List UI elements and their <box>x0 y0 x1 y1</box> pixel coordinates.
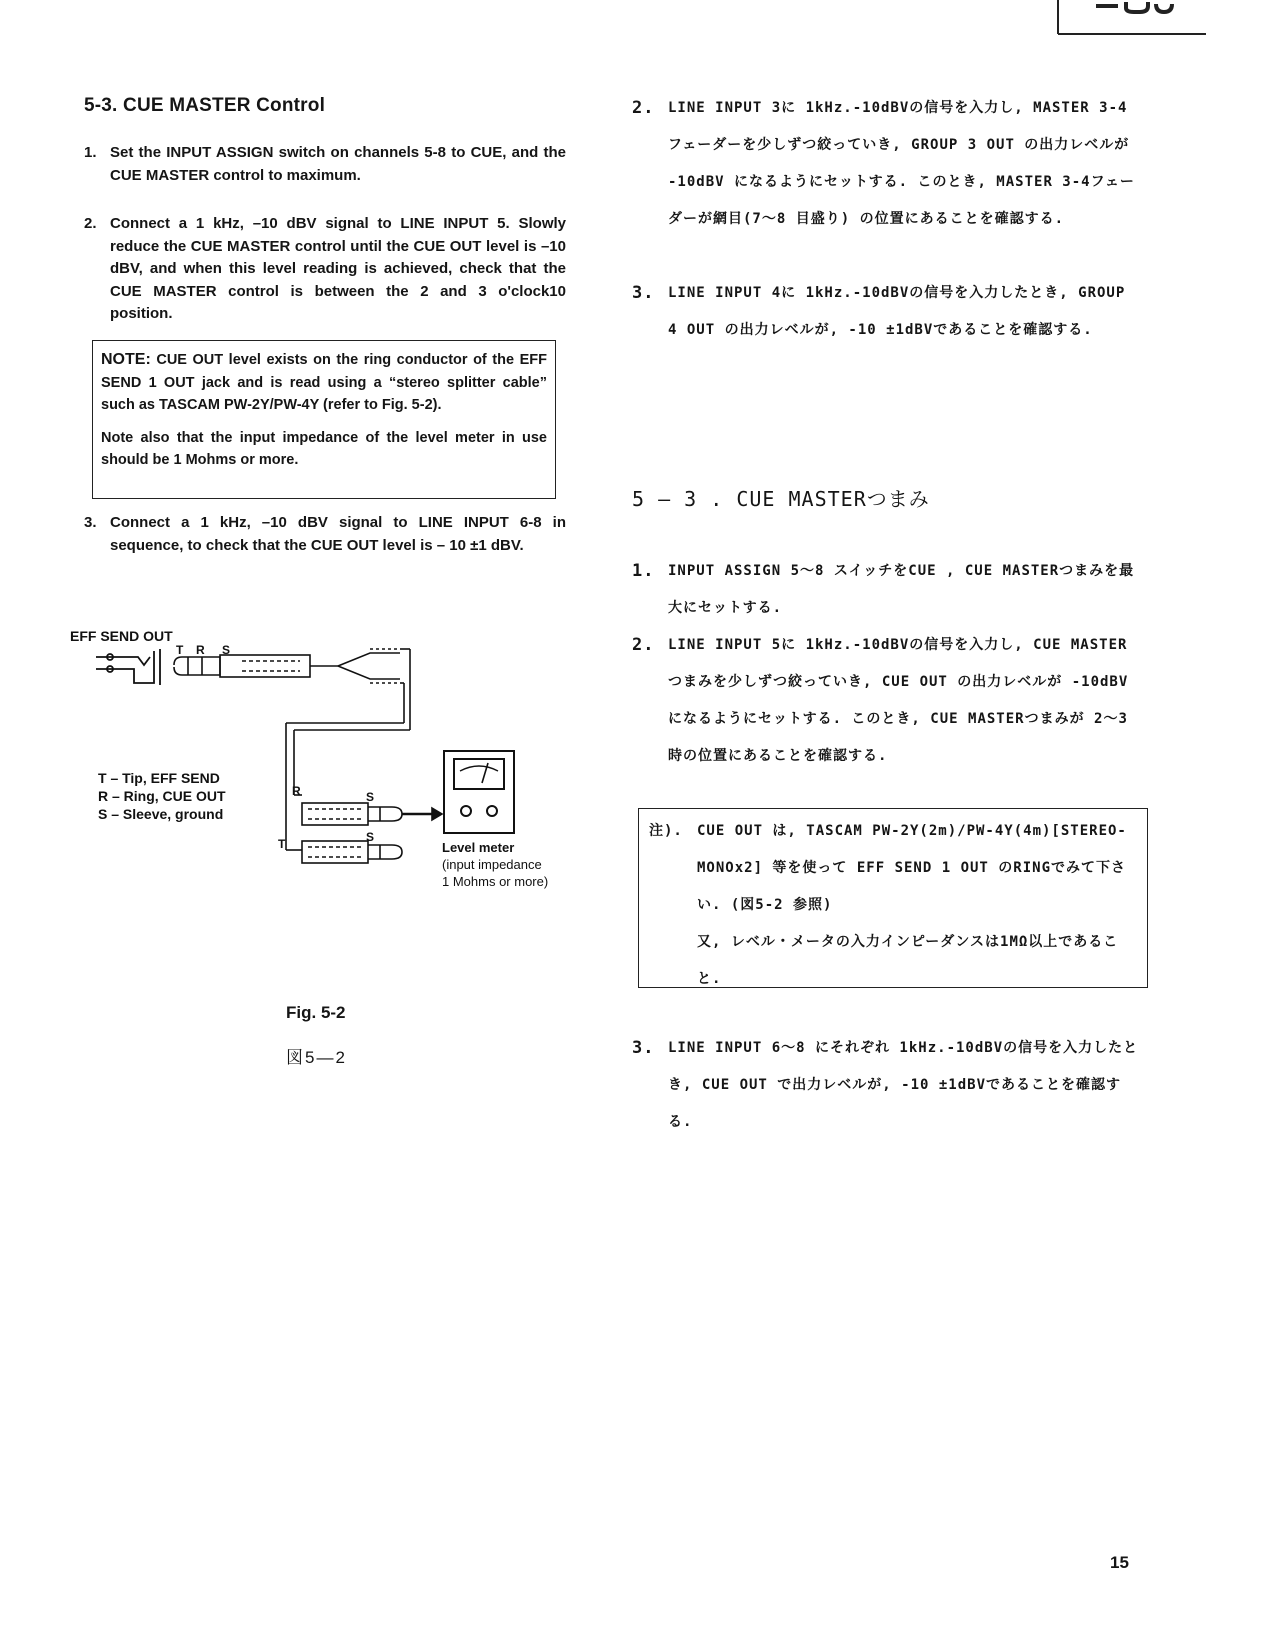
meter-sub-1: (input impedance <box>442 857 542 872</box>
note-paragraph-1 <box>101 349 547 417</box>
jack-label: EFF SEND OUT <box>70 628 173 644</box>
en-step-1 <box>84 142 566 187</box>
step-text: LINE INPUT 4に 1kHz.-10dBVの信号を入力したとき, GROUP 4 OUT の出力レベルが, -10 ±1dBVであることを確認する. <box>668 285 1126 338</box>
note-label: NOTE: <box>101 351 151 368</box>
ja-prev-step-2 <box>632 90 1140 238</box>
ja-step-3 <box>632 1030 1140 1141</box>
trs-t-label: T <box>176 643 184 657</box>
level-meter-icon <box>444 751 514 833</box>
trs-s-label: S <box>222 643 231 657</box>
ja-prev-step-3 <box>632 275 1140 349</box>
ja-step-2 <box>632 627 1140 775</box>
step-text: Set the INPUT ASSIGN switch on channels 5-8 to CUE, and the CUE MASTER control to maximum. <box>110 144 566 184</box>
step-number: 2. <box>84 215 97 232</box>
note-label-ja: 注). <box>649 823 683 839</box>
legend-ring: R – Ring, CUE OUT <box>98 788 226 804</box>
plug-t-label: T <box>278 837 286 851</box>
note-text: CUE OUT level exists on the ring conductor of the EFF SEND 1 OUT jack and is read using a “stereo splitter cable” such as TASCAM PW-2Y/PW-4Y (refer to Fig. 5-2). <box>101 352 547 413</box>
page-number: 15 <box>1110 1553 1129 1572</box>
step-text: LINE INPUT 3に 1kHz.-10dBVの信号を入力し, MASTER 3-4 フェーダーを少しずつ絞っていき, GROUP 3 OUT の出力レベルが -10dBV になるようにセットする. このとき, MASTER 3-4フェーダーが網目(7〜8 目盛り) の位置にあることを確認する. <box>668 100 1135 227</box>
step-number: 3. <box>632 283 655 303</box>
figure-caption: Fig. 5-2 <box>286 1003 346 1022</box>
legend-sleeve: S – Sleeve, ground <box>98 806 224 822</box>
corner-bracket-mark <box>1056 0 1208 36</box>
plug-t-s-label: S <box>366 830 375 844</box>
meter-sub-2: 1 Mohms or more) <box>442 874 549 889</box>
section-title-ja: 5 — 3 . CUE MASTERつまみ <box>632 487 930 511</box>
step-number: 3. <box>84 514 97 531</box>
step-text: INPUT ASSIGN 5〜8 スイッチをCUE , CUE MASTERつまみを最大にセットする. <box>668 563 1135 616</box>
jack-symbol <box>96 649 160 685</box>
t-plug <box>302 841 402 863</box>
step-number: 1. <box>84 144 97 161</box>
step-text: Connect a 1 kHz, –10 dBV signal to LINE INPUT 6-8 in sequence, to check that the CUE OUT level is – 10 ±1 dBV. <box>110 514 566 554</box>
meter-label: Level meter <box>442 840 515 855</box>
note-text-ja: CUE OUT は, TASCAM PW-2Y(2m)/PW-4Y(4m)[STEREO-MONOx2] 等を使って EFF SEND 1 OUT のRINGでみて下さい. (図5-2 参照) <box>697 823 1127 913</box>
step-text: LINE INPUT 6〜8 にそれぞれ 1kHz.-10dBVの信号を入力したとき, CUE OUT で出力レベルが, -10 ±1dBVであることを確認する. <box>668 1040 1139 1130</box>
step-text: LINE INPUT 5に 1kHz.-10dBVの信号を入力し, CUE MASTER つまみを少しずつ絞っていき, CUE OUT の出力レベルが -10dBV になるようにセットする. このとき, CUE MASTERつまみが 2〜3 時の位置にあることを確認する. <box>668 637 1129 764</box>
step-number: 3. <box>632 1038 655 1058</box>
note-text2-ja: 又, レベル・メータの入力インピーダンスは1MΩ以上であること. <box>697 934 1119 987</box>
note-box-ja <box>638 808 1148 988</box>
en-step-2 <box>84 213 566 326</box>
step-number: 2. <box>632 635 655 655</box>
plug-r-label: R <box>292 784 301 798</box>
en-step-3 <box>84 512 566 557</box>
section-title-en: 5-3. CUE MASTER Control <box>84 95 326 116</box>
figure-caption-ja: 図5—2 <box>286 1048 347 1067</box>
ja-step-1 <box>632 553 1140 627</box>
r-plug <box>302 803 442 825</box>
trs-r-label: R <box>196 643 205 657</box>
wiring-diagram <box>70 628 610 935</box>
step-number: 2. <box>632 98 655 118</box>
step-text: Connect a 1 kHz, –10 dBV signal to LINE INPUT 5. Slowly reduce the CUE MASTER control until the CUE OUT level is –10 dBV, and when this level reading is achieved, check that the CUE MASTER control is between the 2 and 3 o'clock10 position. <box>110 215 566 322</box>
plug-r-s-label: S <box>366 790 375 804</box>
note-box-en <box>92 340 556 499</box>
step-number: 1. <box>632 561 655 581</box>
legend-tip: T – Tip, EFF SEND <box>98 770 220 786</box>
note-paragraph-2: Note also that the input impedance of the level meter in use should be 1 Mohms or more. <box>101 429 547 468</box>
